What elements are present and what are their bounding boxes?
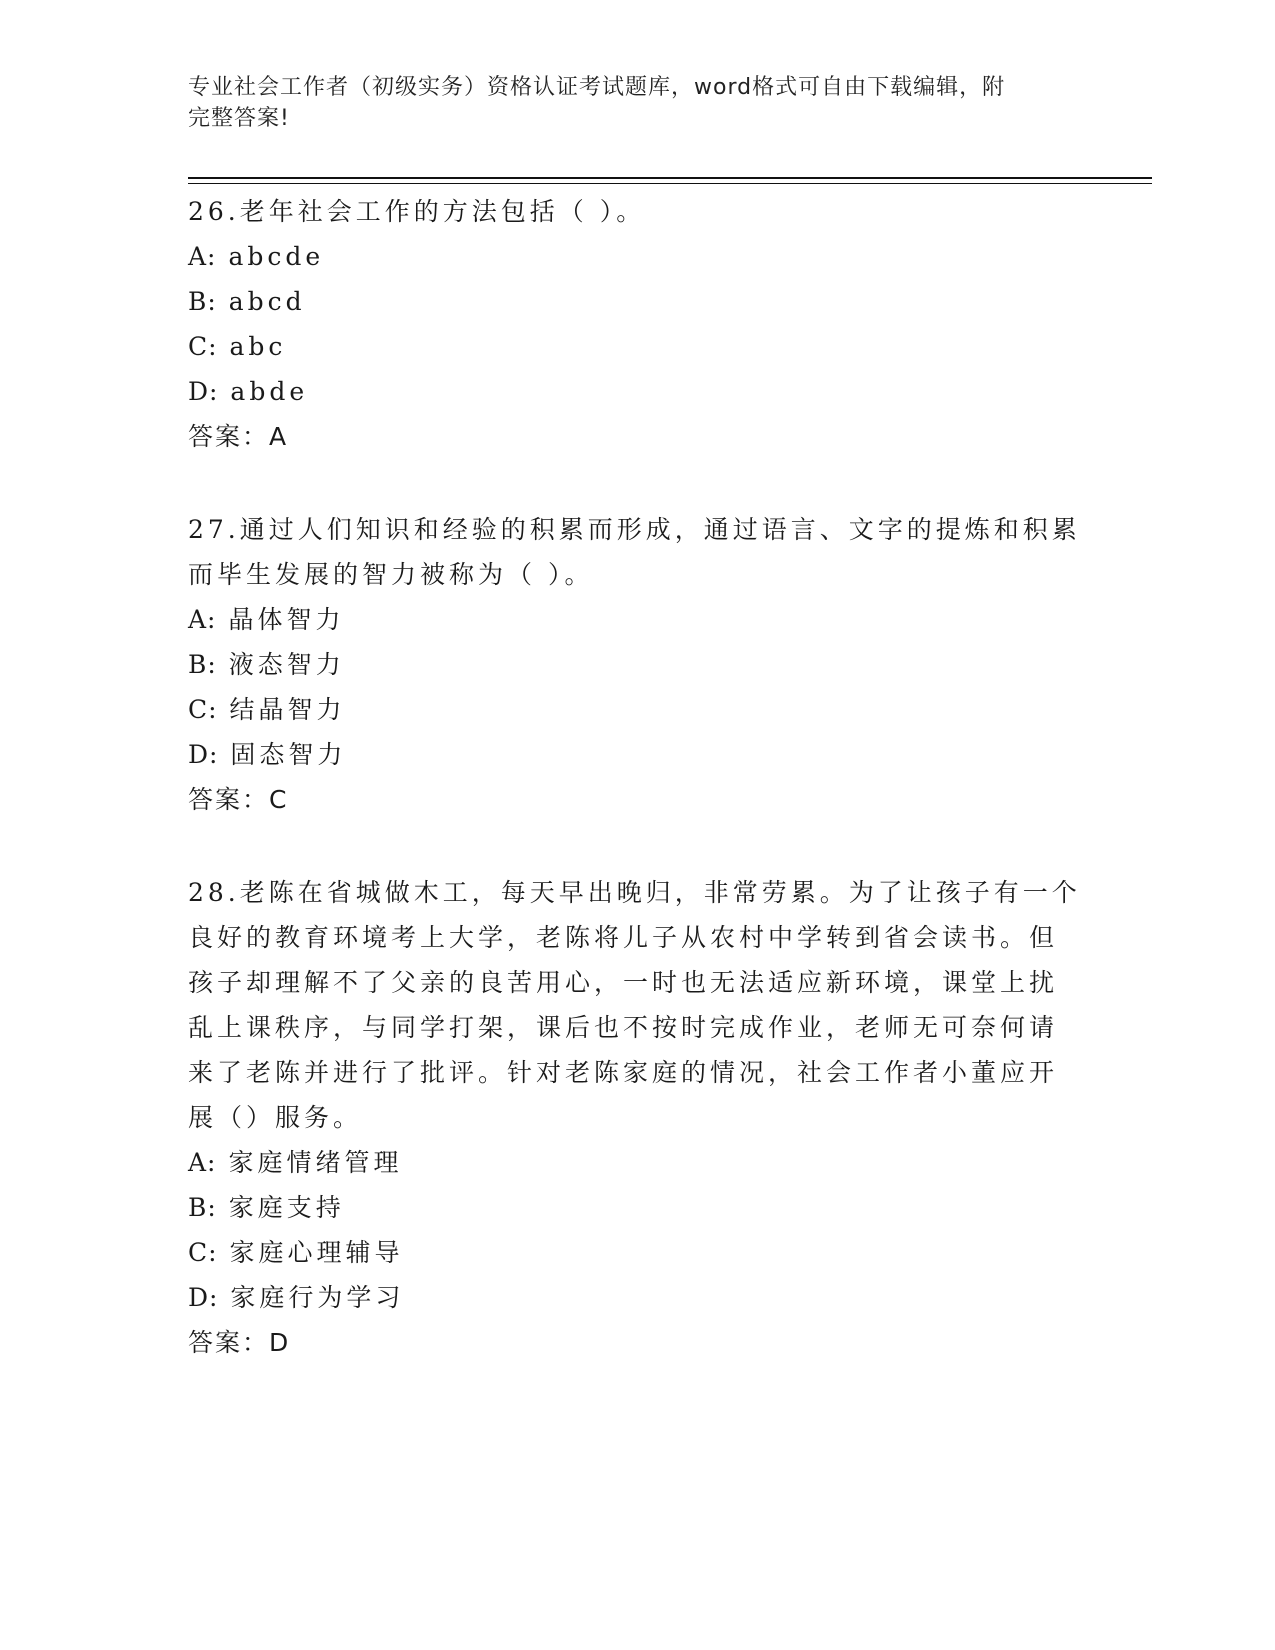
header-line-1: 专业社会工作者（初级实务）资格认证考试题库，word格式可自由下载编辑，附 bbox=[188, 75, 1006, 100]
answer: 答案：D bbox=[188, 1328, 291, 1357]
option-b bbox=[188, 1185, 1088, 1230]
question-stem-line: 展（）服务。 bbox=[188, 1103, 363, 1132]
option-text: 晶体智力 bbox=[228, 605, 345, 634]
answer: 答案：A bbox=[188, 422, 289, 451]
question-stem-line: 而毕生发展的智力被称为（ ）。 bbox=[188, 560, 594, 589]
option-b bbox=[188, 279, 1088, 324]
document-header bbox=[188, 72, 1068, 134]
header-rule-thin bbox=[188, 183, 1152, 184]
question-stem-line: 28.老陈在省城做木工，每天早出晚归，非常劳累。为了让孩子有一个 bbox=[188, 878, 1081, 907]
header-rule-thick bbox=[188, 177, 1152, 179]
option-d bbox=[188, 369, 1088, 414]
option-text: abcde bbox=[228, 242, 325, 271]
option-label: B: bbox=[188, 1193, 217, 1222]
option-label: D: bbox=[188, 1283, 219, 1312]
option-label: D: bbox=[188, 740, 219, 769]
option-label: A: bbox=[188, 1148, 217, 1177]
option-a bbox=[188, 234, 1088, 279]
option-text: 结晶智力 bbox=[229, 695, 346, 724]
question-stem-line: 良好的教育环境考上大学，老陈将儿子从农村中学转到省会读书。但 bbox=[188, 923, 1059, 952]
question-27 bbox=[188, 507, 1088, 822]
option-label: C: bbox=[188, 695, 218, 724]
question-26 bbox=[188, 189, 1088, 459]
question-stem: 26.老年社会工作的方法包括（ ）。 bbox=[188, 197, 646, 226]
option-a bbox=[188, 1140, 1088, 1185]
option-text: abc bbox=[229, 332, 287, 361]
question-stem-line: 27.通过人们知识和经验的积累而形成，通过语言、文字的提炼和积累 bbox=[188, 515, 1081, 544]
option-label: B: bbox=[188, 650, 217, 679]
option-text: 液态智力 bbox=[228, 650, 345, 679]
question-stem-line: 来了老陈并进行了批评。针对老陈家庭的情况，社会工作者小董应开 bbox=[188, 1058, 1059, 1087]
option-text: 家庭支持 bbox=[228, 1193, 345, 1222]
option-a bbox=[188, 597, 1088, 642]
option-c bbox=[188, 1230, 1088, 1275]
option-c bbox=[188, 687, 1088, 732]
question-stem-line: 孩子却理解不了父亲的良苦用心，一时也无法适应新环境，课堂上扰 bbox=[188, 968, 1059, 997]
option-b bbox=[188, 642, 1088, 687]
answer: 答案：C bbox=[188, 785, 289, 814]
option-d bbox=[188, 732, 1088, 777]
option-text: 家庭行为学习 bbox=[230, 1283, 405, 1312]
option-d bbox=[188, 1275, 1088, 1320]
option-label: A: bbox=[188, 242, 217, 271]
question-stem-line: 乱上课秩序，与同学打架，课后也不按时完成作业，老师无可奈何请 bbox=[188, 1013, 1059, 1042]
option-label: C: bbox=[188, 332, 218, 361]
option-text: abcd bbox=[228, 287, 306, 316]
option-text: 固态智力 bbox=[230, 740, 347, 769]
option-label: B: bbox=[188, 287, 217, 316]
option-label: A: bbox=[188, 605, 217, 634]
header-line-2: 完整答案! bbox=[188, 106, 290, 131]
option-label: D: bbox=[188, 377, 219, 406]
option-c bbox=[188, 324, 1088, 369]
option-label: C: bbox=[188, 1238, 218, 1267]
option-text: 家庭心理辅导 bbox=[229, 1238, 404, 1267]
question-28 bbox=[188, 870, 1088, 1365]
option-text: abde bbox=[230, 377, 309, 406]
option-text: 家庭情绪管理 bbox=[228, 1148, 403, 1177]
